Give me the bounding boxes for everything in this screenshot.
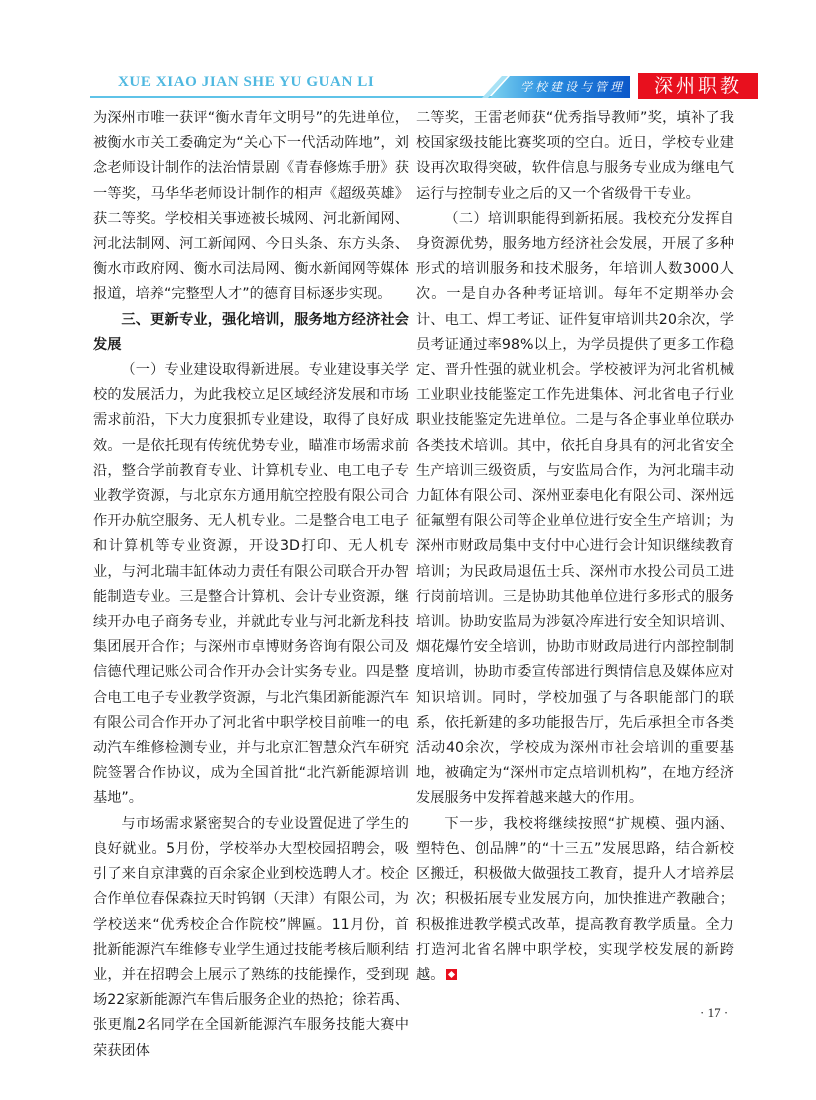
paragraph-continued: 为深州市唯一获评“衡水青年文明号”的先进单位，被衡水市关工委确定为“关心下一代活动阵地”，刘念老师设计制作的法治情景剧《青春修炼手册》获一等奖，马华华老师设计制作的相声《超级英雄》获二等奖。学校相关事迹被长城网、河北新闻网、河北法制网、河工新闻网、今日头条、东方头条、衡水市政府网、衡水司法局网、衡水新闻网等媒体报道，培养“完整型人才”的德育目标逐步实现。	[93, 110, 409, 303]
article-end-mark-icon	[446, 969, 457, 980]
paragraph-next-steps-text: 下一步，我校将继续按照“扩规模、强内涵、塑特色、创品牌”的“十三五”发展思路，结合新校区搬迁，积极做大做强技工教育，提升人才培养层次；积极拓展专业发展方向，加快推进产教融合；积极推进教学模式改革，提高教育教学质量。全力打造河北省名牌中职学校，实现学校发展的新跨越。	[416, 815, 734, 983]
paragraph-training: （二）培训职能得到新拓展。我校充分发挥自身资源优势，服务地方经济社会发展，开展了多种形式的培训服务和技术服务，年培训人数3000人次。一是自办各种考证培训。每年不定期举办会计、电工、焊工考证、证件复审培训共20余次，学员考证通过率98%以上，为学员提供了更多工作稳定、晋升性强的就业机会。学校被评为河北省机械工业职业技能鉴定工作先进集体、河北省电子行业职业技能鉴定先进单位。二是与各企事业单位联办各类技术培训。其中，依托自身具有的河北省安全生产培训三级资质，与安监局合作，为河北瑞丰动力缸体有限公司、深州亚泰电化有限公司、深州远征氟塑有限公司等企业单位进行安全生产培训；为深州市财政局集中支付中心进行会计知识继续教育培训；为民政局退伍士兵、深州市水投公司员工进行岗前培训。三是协助其他单位进行多形式的服务培训。协助安监局为涉氨冷库进行安全知识培训、烟花爆竹安全培训，协助市财政局进行内部控制制度培训，协助市委宣传部进行舆情信息及媒体应对知识培训。同时，学校加强了与各职能部门的联系，依托新建的多功能报告厅，先后承担全市各类活动40余次，学校成为深州市社会培训的重要基地，被确定为“深州市定点培训机构”，在地方经济发展服务中发挥着越来越大的作用。	[416, 210, 734, 807]
running-header	[90, 70, 758, 100]
page-number: · 17 ·	[700, 1005, 729, 1020]
header-rule	[90, 96, 510, 98]
article-column-left	[93, 106, 409, 1064]
article-column-right	[416, 106, 734, 988]
paragraph-continued: 二等奖，王雷老师获“优秀指导教师”奖，填补了我校国家级技能比赛奖项的空白。近日，学校专业建设再次取得突破，软件信息与服务专业成为继电气运行与控制专业之后的又一个省级骨干专业。	[416, 110, 734, 202]
paragraph-employment: 与市场需求紧密契合的专业设置促进了学生的良好就业。5月份，学校举办大型校园招聘会，吸引了来自京津冀的百余家企业到校选聘人才。校企合作单位春保森拉天时钨钢（天津）有限公司，为学校送来“优秀校企合作院校”牌匾。11月份，首批新能源汽车维修专业学生通过技能考核后顺利结业，并在招聘会上展示了熟练的技能操作，受到现场22家新能源汽车售后服务企业的热抢；徐若禹、张更胤2名同学在全国新能源汽车服务技能大赛中荣获团体	[93, 815, 409, 1059]
paragraph-specialty-building: （一）专业建设取得新进展。专业建设事关学校的发展活力，为此我校立足区域经济发展和市场需求前沿，下大力度狠抓专业建设，取得了良好成效。一是依托现有传统优势专业，瞄准市场需求前沿，整合学前教育专业、计算机专业、电工电子专业教学资源，与北京东方通用航空控股有限公司合作开办航空服务、无人机专业。二是整合电工电子和计算机等专业资源，开设3D打印、无人机专业，与河北瑞丰缸体动力责任有限公司联合开办智能制造专业。三是整合计算机、会计专业资源，继续开办电子商务专业，并就此专业与河北新龙科技集团展开合作；与深州市卓博财务咨询有限公司及信德代理记账公司合作开办会计实务专业。四是整合电工电子专业教学资源，与北汽集团新能源汽车有限公司合作开办了河北省中职学校目前唯一的电动汽车维修检测专业，并与北京汇智慧众汽车研究院签署合作协议，成为全国首批“北汽新能源培训基地”。	[93, 362, 409, 807]
header-column-title: 学校建设与管理	[520, 80, 626, 94]
section-heading: 三、更新专业，强化培训，服务地方经济社会发展	[93, 311, 409, 353]
header-brand-label: 深州职教	[638, 73, 758, 99]
header-pinyin-title: XUE XIAO JIAN SHE YU GUAN LI	[118, 74, 375, 90]
paragraph-next-steps	[416, 812, 734, 988]
